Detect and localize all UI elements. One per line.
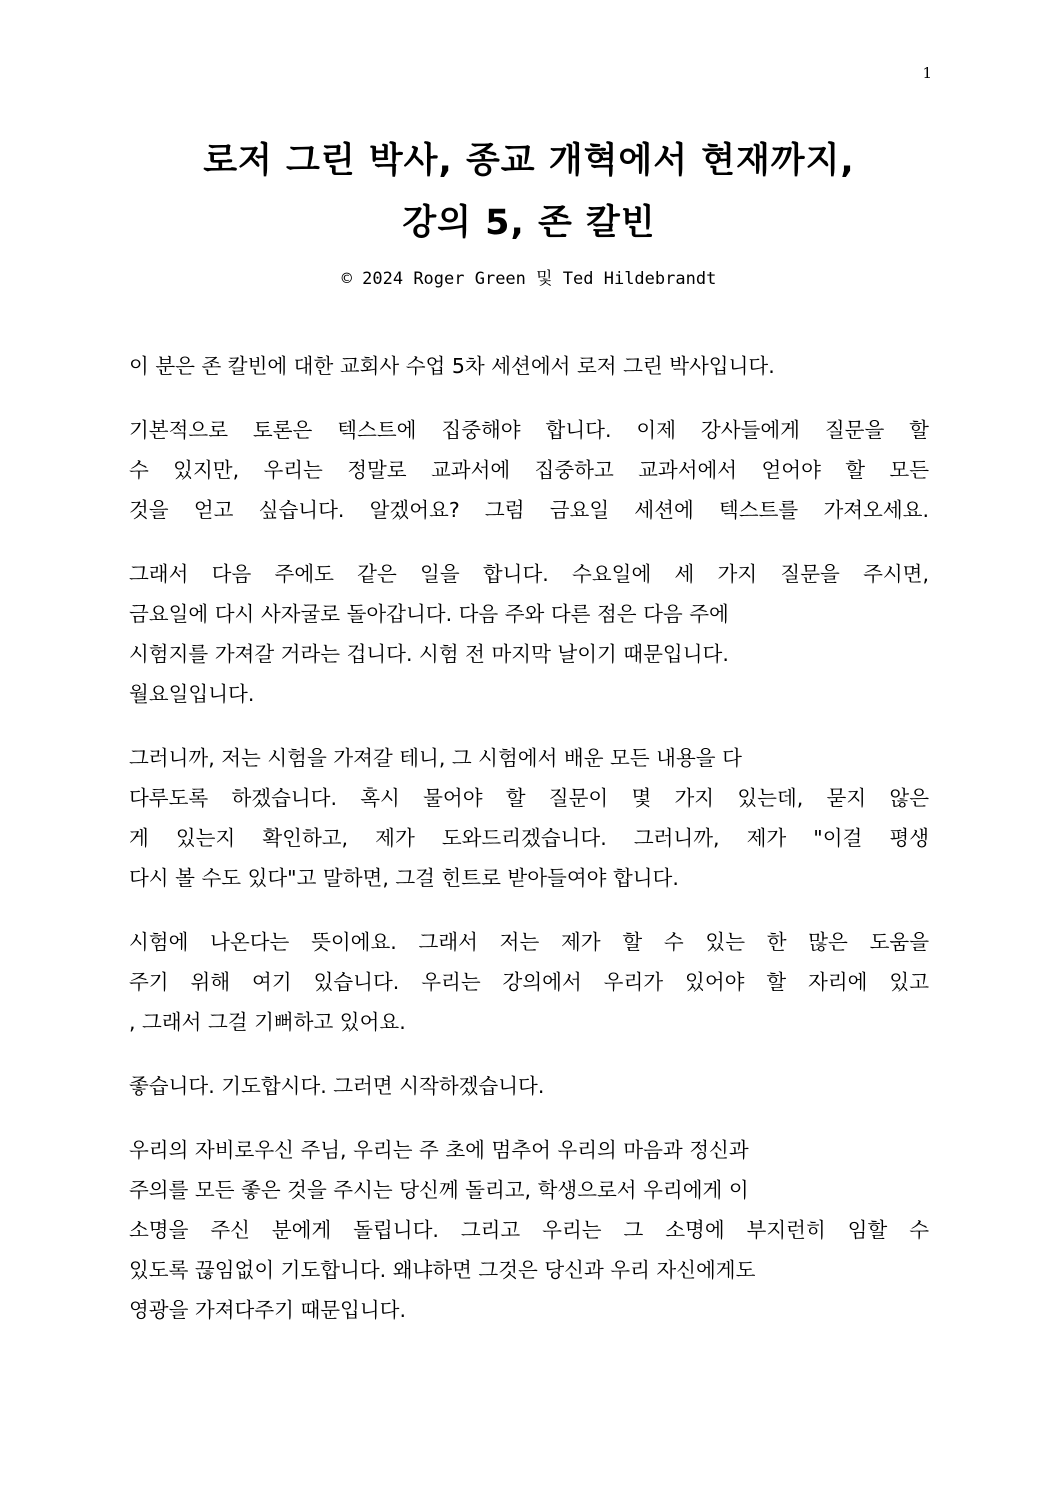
text-line: 다시 볼 수도 있다"고 말하면, 그걸 힌트로 받아들여야 합니다. bbox=[129, 866, 679, 890]
document-title bbox=[0, 130, 1058, 254]
text-line: 게 있는지 확인하고, 제가 도와드리겠습니다. 그러니까, 제가 "이걸 평생 bbox=[129, 826, 929, 850]
text-line: 주기 위해 여기 있습니다. 우리는 강의에서 우리가 있어야 할 자리에 있고 bbox=[129, 970, 929, 994]
text-line: 우리의 자비로우신 주님, 우리는 주 초에 멈추어 우리의 마음과 정신과 bbox=[129, 1138, 749, 1162]
paragraph bbox=[129, 922, 929, 1042]
text-line: , 그래서 그걸 기뻐하고 있어요. bbox=[129, 1010, 406, 1034]
text-line: 영광을 가져다주기 때문입니다. bbox=[129, 1298, 406, 1322]
text-line: 그러니까, 저는 시험을 가져갈 테니, 그 시험에서 배운 모든 내용을 다 bbox=[129, 746, 742, 770]
text-line: 금요일에 다시 사자굴로 돌아갑니다. 다음 주와 다른 점은 다음 주에 bbox=[129, 602, 729, 626]
text-line: 이 분은 존 칼빈에 대한 교회사 수업 5차 세션에서 로저 그린 박사입니다. bbox=[129, 354, 775, 378]
document-body bbox=[129, 346, 929, 1354]
copyright-notice: © 2024 Roger Green 및 Ted Hildebrandt bbox=[341, 269, 717, 289]
text-line: 기본적으로 토론은 텍스트에 집중해야 합니다. 이제 강사들에게 질문을 할 bbox=[129, 418, 929, 442]
text-line: 시험에 나온다는 뜻이에요. 그래서 저는 제가 할 수 있는 한 많은 도움을 bbox=[129, 930, 929, 954]
text-line: 주의를 모든 좋은 것을 주시는 당신께 돌리고, 학생으로서 우리에게 이 bbox=[129, 1178, 749, 1202]
text-line: 있도록 끊임없이 기도합니다. 왜냐하면 그것은 당신과 우리 자신에게도 bbox=[129, 1258, 756, 1282]
title-line-2: 강의 5, 존 칼빈 bbox=[402, 203, 656, 243]
text-line: 다루도록 하겠습니다. 혹시 물어야 할 질문이 몇 가지 있는데, 묻지 않은 bbox=[129, 786, 929, 810]
paragraph bbox=[129, 346, 929, 386]
paragraph bbox=[129, 554, 929, 714]
page-number: 1 bbox=[922, 64, 932, 82]
text-line: 소명을 주신 분에게 돌립니다. 그리고 우리는 그 소명에 부지런히 임할 수 bbox=[129, 1218, 929, 1242]
paragraph bbox=[129, 738, 929, 898]
paragraph bbox=[129, 1130, 929, 1330]
paragraph bbox=[129, 410, 929, 530]
title-line-1: 로저 그린 박사, 종교 개혁에서 현재까지, bbox=[203, 141, 855, 181]
text-line: 월요일입니다. bbox=[129, 682, 255, 706]
text-line: 시험지를 가져갈 거라는 겁니다. 시험 전 마지막 날이기 때문입니다. bbox=[129, 642, 729, 666]
text-line: 좋습니다. 기도합시다. 그러면 시작하겠습니다. bbox=[129, 1074, 545, 1098]
text-line: 그래서 다음 주에도 같은 일을 합니다. 수요일에 세 가지 질문을 주시면, bbox=[129, 562, 929, 586]
text-line: 것을 얻고 싶습니다. 알겠어요? 그럼 금요일 세션에 텍스트를 가져오세요. bbox=[129, 498, 929, 522]
paragraph bbox=[129, 1066, 929, 1106]
text-line: 수 있지만, 우리는 정말로 교과서에 집중하고 교과서에서 얻어야 할 모든 bbox=[129, 458, 929, 482]
